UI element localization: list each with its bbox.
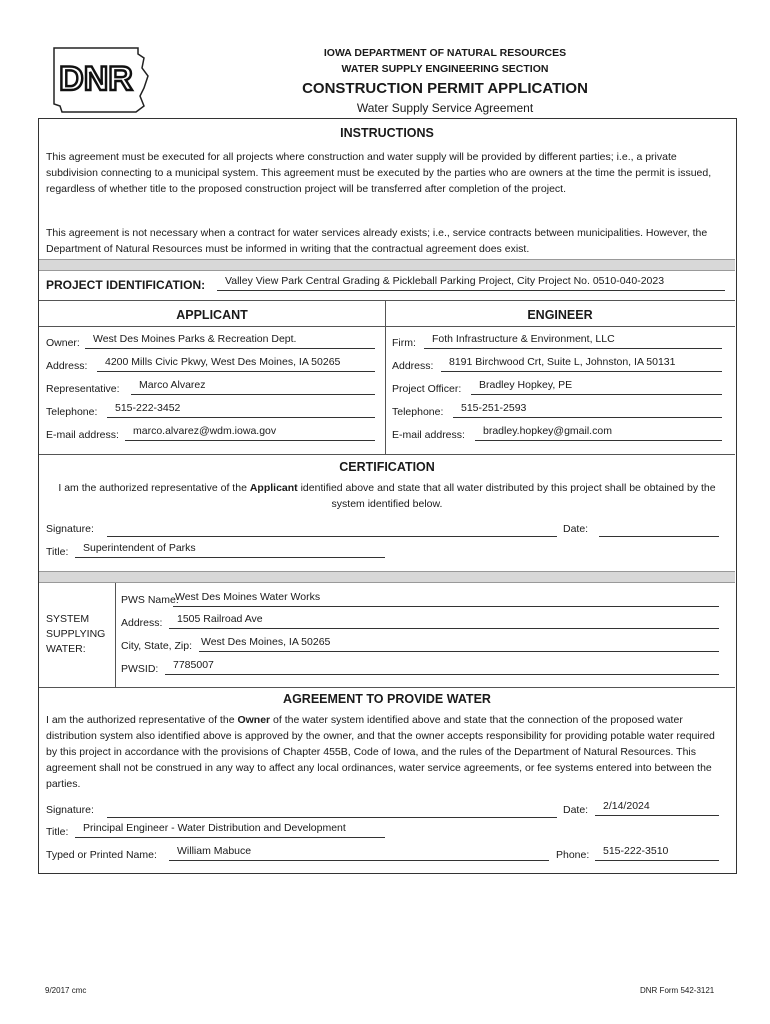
agreement-text: I am the authorized representative of the Owner of the water system identified above and state that the connection of the proposed water distribution system also identified above is approved by the owner, and that the owner accepts responsibility for providing potable water required by this project in accordance with the provisions of Chapter 455B, Code of Iowa, and the rules of the Department of Natural Resources. This agreement shall not be construed in any way to affect any local ordinances, water service agreements, or fee systems entered into between the parties. <box>46 714 715 790</box>
project-id-label: PROJECT IDENTIFICATION: <box>46 278 206 292</box>
engineer-telephone-field[interactable]: 515-251-2593 <box>453 401 722 418</box>
divider <box>39 454 735 455</box>
applicant-address-field[interactable]: 4200 Mills Civic Pkwy, West Des Moines, IA 50265 <box>97 355 375 372</box>
certification-date-label: Date: <box>563 523 589 535</box>
pwsid-field[interactable]: 7785007 <box>165 658 719 675</box>
owner-field[interactable]: West Des Moines Parks & Recreation Dept. <box>85 332 375 349</box>
instructions-paragraph-2: This agreement is not necessary when a contract for water services already exists; i.e., service contracts between municipalities. However, the Department of Natural Resources must be informed in writing that the contractual agreement does exist. <box>46 227 708 255</box>
project-officer-field[interactable]: Bradley Hopkey, PE <box>471 378 722 395</box>
certification-signature-label: Signature: <box>46 523 94 535</box>
agreement-phone-label: Phone: <box>556 849 590 861</box>
section-divider <box>39 571 735 583</box>
engineer-title: ENGINEER <box>527 308 593 322</box>
dnr-logo <box>40 44 152 116</box>
engineer-telephone-label: Telephone: <box>392 406 444 418</box>
form-header <box>0 0 770 118</box>
footer-revision: 9/2017 cmc <box>45 986 87 995</box>
form-frame <box>38 118 737 874</box>
engineer-address-label: Address: <box>392 360 434 372</box>
applicant-address-label: Address: <box>46 360 88 372</box>
city-state-zip-label: City, State, Zip: <box>121 640 192 652</box>
engineer-address-field[interactable]: 8191 Birchwood Crt, Suite L, Johnston, IA 50131 <box>441 355 722 372</box>
certification-signature-field[interactable] <box>107 520 557 537</box>
agreement-title-label: Title: <box>46 826 69 838</box>
section-divider <box>39 259 735 271</box>
agreement-title: AGREEMENT TO PROVIDE WATER <box>283 692 491 706</box>
project-officer-label: Project Officer: <box>392 383 462 395</box>
agreement-signature-label: Signature: <box>46 804 94 816</box>
certification-date-field[interactable] <box>599 520 719 537</box>
engineer-email-field[interactable]: bradley.hopkey@gmail.com <box>475 424 722 441</box>
applicant-email-field[interactable]: marco.alvarez@wdm.iowa.gov <box>125 424 375 441</box>
applicant-telephone-field[interactable]: 515-222-3452 <box>107 401 375 418</box>
section-name: WATER SUPPLY ENGINEERING SECTION <box>341 63 549 75</box>
certification-title-field[interactable]: Superintendent of Parks <box>75 541 385 558</box>
department-name: IOWA DEPARTMENT OF NATURAL RESOURCES <box>323 47 567 59</box>
divider <box>39 687 735 688</box>
footer-form-number: DNR Form 542-3121 <box>640 986 715 995</box>
pwsid-label: PWSID: <box>121 663 159 675</box>
form-title: CONSTRUCTION PERMIT APPLICATION <box>302 80 588 97</box>
agreement-date-label: Date: <box>563 804 589 816</box>
system-supplying-label: SYSTEM SUPPLYING WATER: <box>46 613 106 655</box>
agreement-signature-field[interactable] <box>107 801 557 818</box>
owner-label: Owner: <box>46 337 80 349</box>
divider <box>39 300 735 301</box>
printed-name-label: Typed or Printed Name: <box>46 849 157 861</box>
certification-title-label: Title: <box>46 546 69 558</box>
divider <box>39 326 735 327</box>
system-address-label: Address: <box>121 617 163 629</box>
applicant-title: APPLICANT <box>176 308 248 322</box>
pws-name-field[interactable]: West Des Moines Water Works <box>173 590 719 607</box>
certification-text: I am the authorized representative of the Applicant identified above and state that all water distributed by this project shall be obtained by the system identified below. <box>58 482 716 510</box>
column-divider <box>115 583 116 687</box>
project-id-field[interactable]: Valley View Park Central Grading & Pickleball Parking Project, City Project No. 0510-040-2023 <box>217 274 725 291</box>
applicant-telephone-label: Telephone: <box>46 406 98 418</box>
applicant-email-label: E-mail address: <box>46 429 119 441</box>
column-divider <box>385 300 386 454</box>
certification-title: CERTIFICATION <box>339 460 435 474</box>
firm-field[interactable]: Foth Infrastructure & Environment, LLC <box>424 332 722 349</box>
firm-label: Firm: <box>392 337 416 349</box>
representative-field[interactable]: Marco Alvarez <box>131 378 375 395</box>
instructions-paragraph-1: This agreement must be executed for all projects where construction and water supply will be provided by different parties; i.e., a private subdivision connecting to a municipal system. This agreement must be executed by the parties who are owners at the time the permit is issued, regardless of whether title to the proposed construction project will be transferred after completion of the project. <box>46 151 712 195</box>
instructions-title: INSTRUCTIONS <box>340 126 434 140</box>
representative-label: Representative: <box>46 383 120 395</box>
pws-name-label: PWS Name: <box>121 594 179 606</box>
agreement-title-field[interactable]: Principal Engineer - Water Distribution and Development <box>75 821 385 838</box>
agreement-date-field[interactable]: 2/14/2024 <box>595 799 719 816</box>
engineer-email-label: E-mail address: <box>392 429 465 441</box>
form-subtitle: Water Supply Service Agreement <box>356 101 534 115</box>
agreement-phone-field[interactable]: 515-222-3510 <box>595 844 719 861</box>
system-address-field[interactable]: 1505 Railroad Ave <box>169 612 719 629</box>
printed-name-field[interactable]: William Mabuce <box>169 844 549 861</box>
svg-text:DNR: DNR <box>59 60 133 98</box>
city-state-zip-field[interactable]: West Des Moines, IA 50265 <box>199 635 719 652</box>
